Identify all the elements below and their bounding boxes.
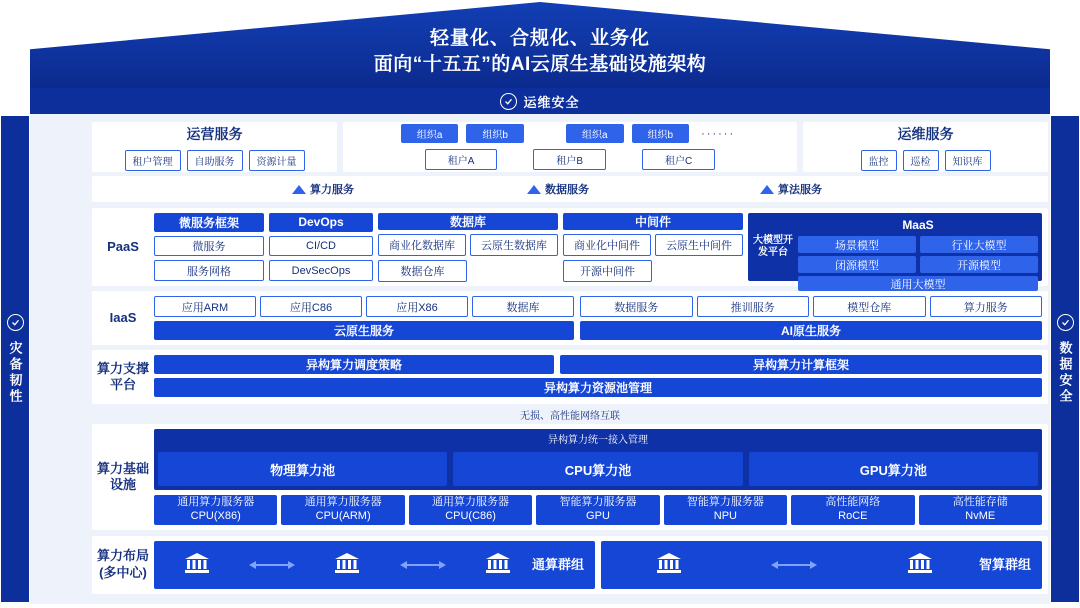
layout-group-general[interactable]: [154, 541, 595, 589]
iaas-right-item-1[interactable]: 推训服务: [697, 296, 810, 317]
server-5[interactable]: [791, 495, 914, 525]
shield-check-icon: [500, 93, 517, 110]
iaas-right-item-2[interactable]: 模型仓库: [813, 296, 926, 317]
org-dots: ······: [701, 127, 736, 140]
server-3-line2: GPU: [586, 510, 610, 522]
iaas-right-bar: AI原生服务: [580, 321, 1042, 340]
server-6-line2: NvME: [965, 510, 996, 522]
maintenance-services-box: [803, 122, 1048, 172]
server-4[interactable]: [664, 495, 787, 525]
iaas-right: [580, 296, 1042, 340]
server-3[interactable]: [536, 495, 659, 525]
shield-check-icon-right: [1057, 314, 1074, 331]
maintenance-services-title: 运维服务: [897, 125, 954, 142]
org-b-0[interactable]: 组织a: [566, 124, 624, 143]
paas-group-title-1: DevOps: [269, 213, 373, 232]
maintenance-chip-1[interactable]: 巡检: [903, 150, 939, 171]
diagram-body: [30, 114, 1050, 604]
org-b-1[interactable]: 组织b: [632, 124, 690, 143]
pillar-left: [0, 114, 30, 604]
server-6[interactable]: [919, 495, 1042, 525]
top-services-row: [92, 122, 1048, 172]
org-a-1[interactable]: 组织b: [466, 124, 524, 143]
paas-group-microservice: [154, 213, 264, 281]
iaas-row: [92, 291, 1048, 345]
operation-chip-1[interactable]: 自助服务: [187, 150, 243, 171]
server-0-line1: 通用算力服务器: [177, 496, 255, 509]
operation-chip-0[interactable]: 租户管理: [125, 150, 181, 171]
server-2-line1: 通用算力服务器: [432, 496, 510, 509]
server-0-line2: CPU(X86): [190, 510, 241, 522]
operation-chip-2[interactable]: 资源计量: [249, 150, 305, 171]
bank-icon-2: [484, 551, 512, 580]
paas-item-1-1[interactable]: DevSecOps: [269, 260, 373, 281]
operation-services-title: 运营服务: [186, 125, 243, 142]
maas-item-2[interactable]: 闭源模型: [798, 256, 916, 273]
shield-check-icon-left: [7, 314, 24, 331]
pillar-right: [1050, 114, 1080, 604]
layout-group-ai-name: 智算群组: [978, 557, 1031, 573]
layout-row: [92, 536, 1048, 594]
bank-icon-3: [655, 551, 683, 580]
paas-groups: [154, 208, 1048, 291]
bank-icon-1: [333, 551, 361, 580]
server-1-line1: 通用算力服务器: [304, 496, 382, 509]
paas-item-3-2[interactable]: 开源中间件: [563, 260, 652, 282]
roof-title-line2: 面向“十五五”的AI云原生基础设施架构: [373, 53, 707, 75]
roof-title: [0, 26, 1080, 78]
paas-item-3-0[interactable]: 商业化中间件: [563, 234, 651, 256]
tenant-b[interactable]: 租户B: [533, 149, 606, 170]
bank-icon-0: [183, 551, 211, 580]
org-a-0[interactable]: 组织a: [401, 124, 459, 143]
layout-group-general-name: 通算群组: [531, 557, 584, 573]
maintenance-chip-2[interactable]: 知识库: [945, 150, 991, 171]
compute-pool-group: [154, 429, 1042, 490]
layout-label-text: 算力布局(多中心): [96, 548, 149, 580]
paas-group-title-3: 中间件: [563, 213, 743, 230]
operation-services-box: [92, 122, 337, 172]
up-arrow-icon-2: [760, 185, 774, 194]
roof-title-line1: 轻量化、合规化、业务化: [429, 28, 650, 49]
service-arrow-1: [527, 180, 589, 198]
compute-pool-0[interactable]: 物理算力池: [158, 452, 447, 486]
support-platform-body: [154, 350, 1048, 404]
maas-item-3[interactable]: 开源模型: [920, 256, 1038, 273]
support-full-bar: 异构算力资源池管理: [154, 378, 1042, 397]
iaas-right-item-3[interactable]: 算力服务: [930, 296, 1043, 317]
iaas-body: [154, 291, 1048, 345]
paas-group-middleware: [563, 213, 743, 281]
security-bar-label: 运维安全: [523, 94, 580, 110]
server-1-line2: CPU(ARM): [315, 510, 371, 522]
tenant-a[interactable]: 租户A: [425, 149, 498, 170]
maas-item-1[interactable]: 行业大模型: [920, 236, 1038, 253]
maas-side-label: 大模型开发平台: [752, 217, 794, 277]
up-arrow-icon-0: [292, 185, 306, 194]
tenant-box: [343, 122, 797, 172]
paas-item-2-2[interactable]: 数据仓库: [378, 260, 467, 282]
link-arrow-icon-2: [771, 559, 817, 571]
server-6-line1: 高性能存储: [952, 496, 1008, 509]
server-2-line2: CPU(C86): [445, 510, 496, 522]
iaas-label: IaaS: [109, 309, 137, 325]
paas-item-3-1[interactable]: 云原生中间件: [655, 234, 743, 256]
server-5-line1: 高性能网络: [825, 496, 881, 509]
paas-item-0-1[interactable]: 服务网格: [154, 260, 264, 281]
iaas-left-item-3[interactable]: 数据库: [472, 296, 574, 317]
support-right-bar: 异构算力计算框架: [560, 355, 1042, 374]
iaas-left-item-0[interactable]: 应用ARM: [154, 296, 256, 317]
support-left-bar: 异构算力调度策略: [154, 355, 554, 374]
layout-body: [154, 536, 1048, 594]
server-2[interactable]: [409, 495, 532, 525]
infrastructure-body: [154, 424, 1048, 530]
up-arrow-icon-1: [527, 185, 541, 194]
server-4-line2: NPU: [713, 510, 738, 522]
tenant-row: [425, 149, 716, 170]
iaas-left-item-1[interactable]: 应用C86: [260, 296, 362, 317]
infrastructure-label: 算力基础设施: [96, 460, 149, 492]
support-platform-label: 算力支撑平台: [96, 360, 149, 392]
service-arrow-0: [292, 180, 354, 198]
org-row: [401, 124, 739, 143]
bank-icon-4: [906, 551, 934, 580]
paas-group-title-0: 微服务框架: [154, 213, 264, 232]
infra-top-bar: 异构算力统一接入管理: [548, 435, 648, 446]
paas-item-2-0[interactable]: 商业化数据库: [378, 234, 466, 256]
service-arrow-label-1: 数据服务: [545, 184, 589, 196]
paas-item-1-0[interactable]: CI/CD: [269, 236, 373, 257]
paas-group-title-2: 数据库: [378, 213, 558, 230]
iaas-right-item-0[interactable]: 数据服务: [580, 296, 693, 317]
link-arrow-icon-1: [400, 559, 446, 571]
link-arrow-icon-0: [249, 559, 295, 571]
server-5-line2: RoCE: [838, 510, 868, 522]
paas-group-devops: [269, 213, 373, 281]
paas-item-0-0[interactable]: 微服务: [154, 236, 264, 257]
network-note: [92, 406, 1048, 422]
security-bar: [30, 88, 1050, 114]
service-arrow-label-2: 算法服务: [778, 184, 822, 196]
layout-group-ai[interactable]: [601, 541, 1042, 589]
support-platform-row: [92, 350, 1048, 404]
paas-group-maas: [748, 213, 1042, 291]
iaas-left-item-2[interactable]: 应用X86: [366, 296, 468, 317]
server-3-line1: 智能算力服务器: [559, 496, 637, 509]
paas-row: [92, 208, 1048, 291]
infrastructure-row: [92, 424, 1048, 530]
server-4-line1: 智能算力服务器: [686, 496, 764, 509]
paas-label: PaaS: [107, 238, 139, 254]
paas-group-database: [378, 213, 558, 281]
iaas-left: [154, 296, 574, 340]
service-arrow-label-0: 算力服务: [310, 184, 354, 196]
service-arrow-band: [92, 176, 1048, 202]
network-note-label: 无损、高性能网络互联: [520, 410, 620, 422]
paas-item-2-1[interactable]: 云原生数据库: [470, 234, 558, 256]
server-0[interactable]: [154, 495, 277, 525]
pillar-left-label: 灾备韧性: [7, 340, 23, 405]
pillar-right-label: 数据安全: [1057, 340, 1073, 405]
service-arrow-2: [760, 180, 822, 198]
maas-item-4[interactable]: 通用大模型: [798, 276, 1038, 291]
iaas-left-bar: 云原生服务: [154, 321, 574, 340]
compute-pool-1[interactable]: CPU算力池: [453, 452, 742, 486]
maas-item-0[interactable]: 场景模型: [798, 236, 916, 253]
maintenance-chip-0[interactable]: 监控: [861, 150, 897, 171]
roof-section: [0, 0, 1080, 90]
layout-label: [92, 536, 154, 594]
tenant-c[interactable]: 租户C: [642, 149, 715, 170]
compute-pool-2[interactable]: GPU算力池: [749, 452, 1038, 486]
server-row: [154, 495, 1042, 525]
server-1[interactable]: [281, 495, 404, 525]
maas-title: MaaS: [902, 218, 934, 232]
